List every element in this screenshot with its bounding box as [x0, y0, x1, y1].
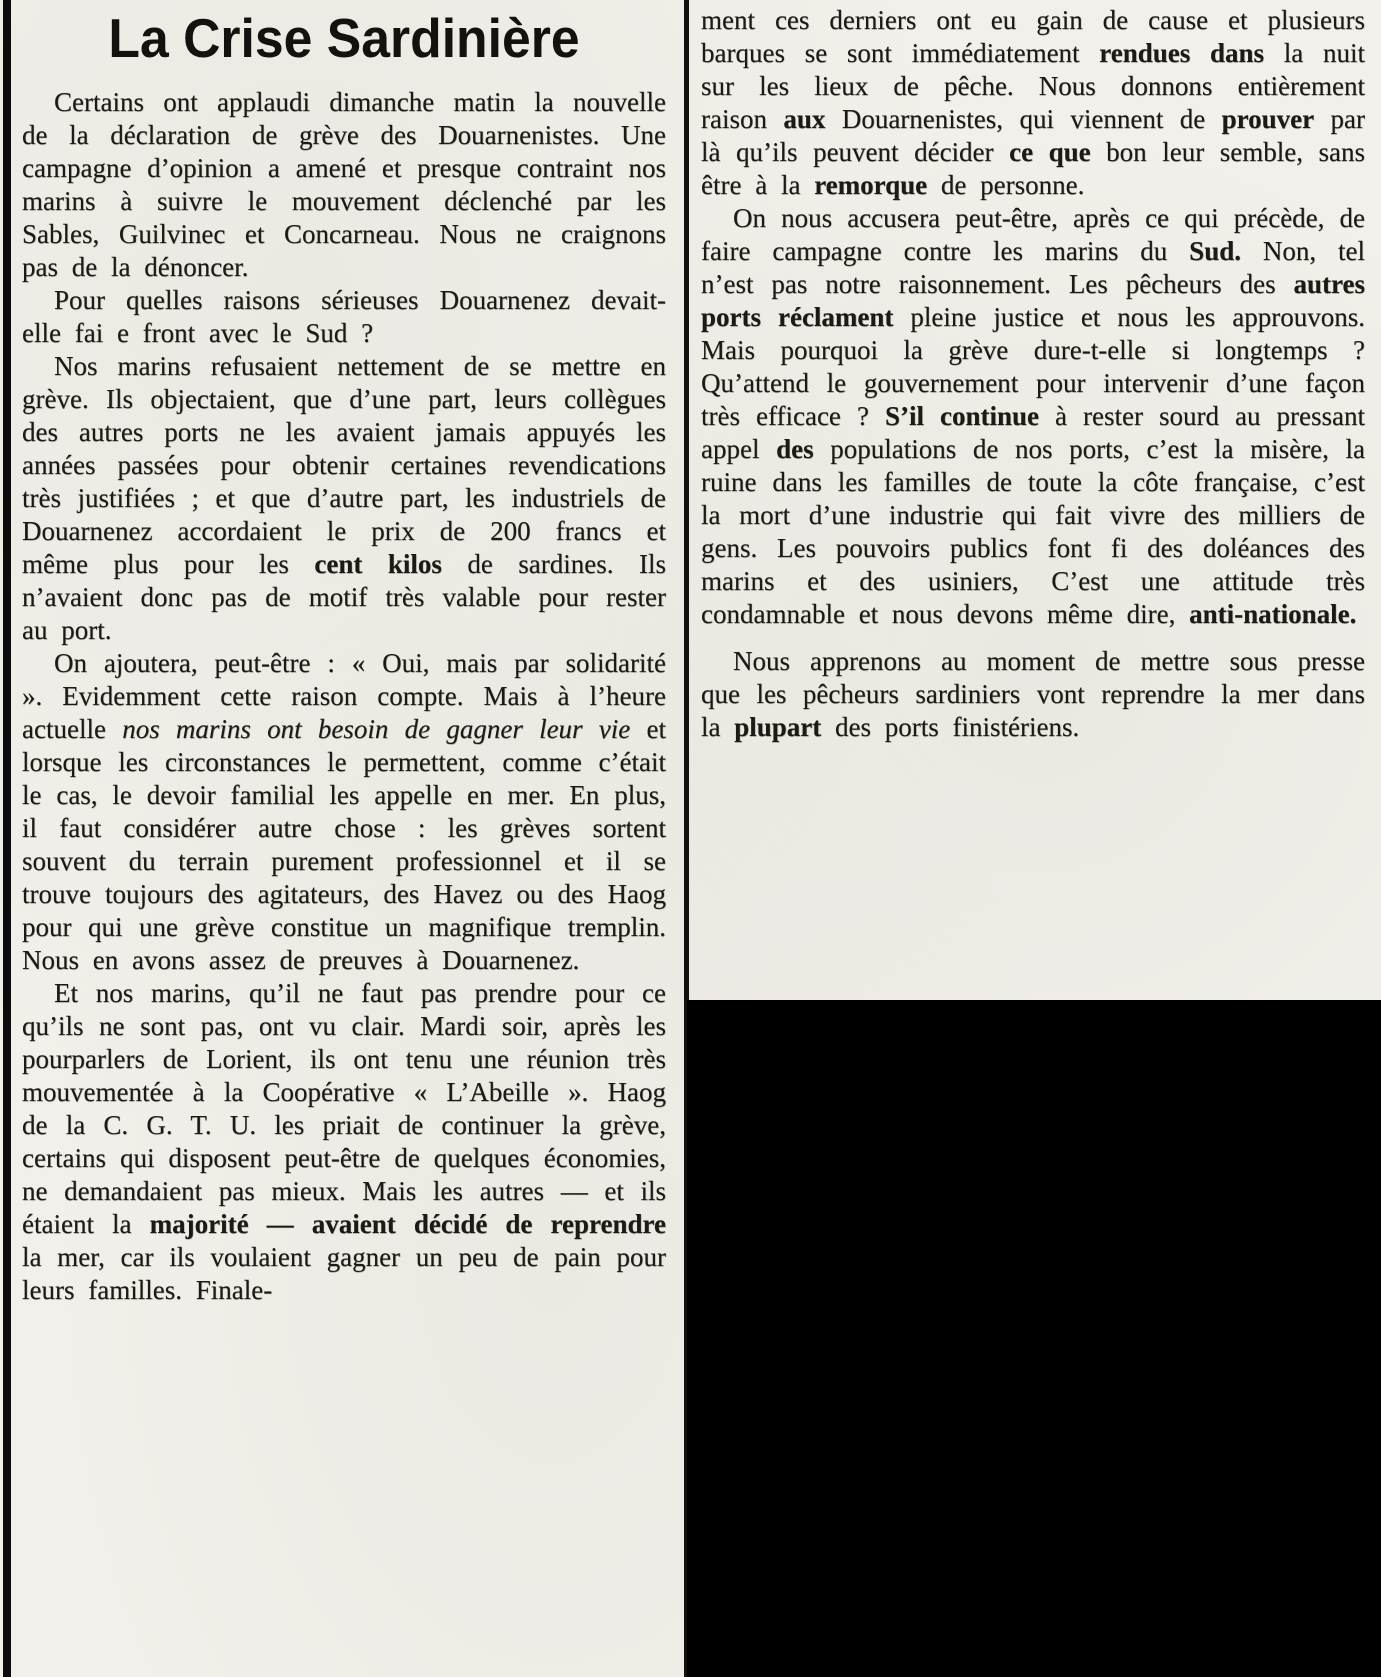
text-run: à rester sourd au pressant appel	[701, 401, 1365, 464]
text-run: aux	[783, 104, 826, 134]
redacted-black-region	[687, 1000, 1381, 1677]
text-run: Et nos marins, qu’il ne faut pas prendre pour ce qu’ils ne sont pas, ont vu clair. Mardi soir, après les pourparlers de Lorient, ils ont tenu une réunion très mouvementée à la Coopérative « L’Abeille ». Haog de la C. G. T. U. les priait de continuer la grève, certains qui disposent peut-être de quelques économies, ne demandaient pas mieux. Mais les autres — et ils étaient la	[22, 978, 666, 1239]
text-run: On ajoutera, peut-être : « Oui, mais par solidarité ». Evidemment cette raison compte. Mais à l’heure actuelle	[22, 648, 666, 744]
article-title: La Crise Sardinière	[108, 7, 580, 69]
text-run: Douarnenistes, qui viennent de	[825, 104, 1222, 134]
text-run: et lorsque les circonstances le permettent, comme c’était le cas, le devoir familial les appelle en mer. En plus, il faut considérer autre chose : les grèves sortent souvent du terrain purement professionnel et il se trouve toujours des agitateurs, des Havez ou des Haog pour qui une grève constitue un magnifique tremplin. Nous en avons assez de preuves à Douarnenez.	[22, 714, 666, 975]
paragraph	[22, 86, 666, 284]
text-run: majorité — avaient décidé de reprendre	[149, 1209, 666, 1239]
text-run: ce que	[1009, 137, 1091, 167]
paragraph	[22, 977, 666, 1307]
text-run: Sud.	[1189, 236, 1241, 266]
text-run: de sardines. Ils n’avaient donc pas de motif très valable pour rester au port.	[22, 549, 666, 645]
text-run: par là qu’ils peuvent décider	[701, 104, 1365, 167]
text-run: remorque	[814, 170, 928, 200]
right-column	[701, 4, 1365, 744]
text-run: des ports finistériens.	[821, 712, 1080, 742]
text-run: autres ports réclament	[701, 269, 1365, 332]
left-column	[22, 0, 666, 1307]
text-run: anti-nationale.	[1189, 599, 1357, 629]
right-column-text	[701, 4, 1365, 744]
paragraph	[701, 202, 1365, 631]
text-run: Nous apprenons au moment de mettre sous presse que les pêcheurs sardiniers vont reprendre la mer dans la	[701, 646, 1365, 742]
text-run: bon leur semble, sans être à la	[701, 137, 1366, 200]
paragraph	[22, 647, 666, 977]
paragraph	[701, 645, 1365, 744]
left-column-text	[22, 86, 666, 1307]
left-border-rule	[3, 0, 11, 1677]
text-run: ment ces derniers ont eu gain de cause et plusieurs barques se sont immédiatement	[701, 5, 1365, 68]
paragraph	[22, 350, 666, 647]
text-run: de personne.	[927, 170, 1085, 200]
text-run: cent kilos	[314, 549, 442, 579]
text-run: nos marins ont besoin de gagner leur vie	[122, 714, 631, 744]
text-run: populations de nos ports, c’est la misère, la ruine dans les familles de toute la côte française, c’est la mort d’une industrie qui fait vivre des milliers de gens. Les pouvoirs publics font fi des doléances des marins et des usiniers, C’est une attitude très condamnable et nous devons même dire,	[701, 434, 1365, 629]
text-run: S’il continue	[884, 401, 1039, 431]
text-run: rendues dans	[1099, 38, 1265, 68]
text-run: On nous accusera peut-être, après ce qui précède, de faire campagne contre les marins du	[701, 203, 1365, 266]
text-run: Non, tel n’est pas notre raisonnement. Les pêcheurs des	[701, 236, 1365, 299]
text-run: la nuit sur les lieux de pêche. Nous donnons entièrement raison	[701, 38, 1365, 134]
text-run: des	[776, 434, 814, 464]
text-run: Pour quelles raisons sérieuses Douarnenez devait-elle fai e front avec le Sud ?	[22, 285, 666, 348]
text-run: plupart	[734, 712, 822, 742]
text-run: prouver	[1221, 104, 1315, 134]
text-run: Certains ont applaudi dimanche matin la nouvelle de la déclaration de grève des Douarnenistes. Une campagne d’opinion a amené et presque contraint nos marins à suivre le mouvement déclenché par les Sables, Guilvinec et Concarneau. Nous ne craignons pas de la dénoncer.	[22, 87, 666, 282]
text-run: la mer, car ils voulaient gagner un peu de pain pour leurs familles. Finale-	[22, 1242, 666, 1305]
paragraph	[22, 284, 666, 350]
text-run: Nos marins refusaient nettement de se mettre en grève. Ils objectaient, que d’une part, leurs collègues des autres ports ne les avaient jamais appuyés les années passées pour obtenir certaines revendications très justifiées ; et que d’autre part, les industriels de Douarnenez accordaient le prix de 200 francs et même plus pour les	[22, 351, 666, 579]
text-run: pleine justice et nous les approuvons. Mais pourquoi la grève dure-t-elle si longtemps ? Qu’attend le gouvernement pour intervenir d’une façon très efficace ?	[701, 302, 1365, 431]
paragraph	[701, 4, 1365, 202]
